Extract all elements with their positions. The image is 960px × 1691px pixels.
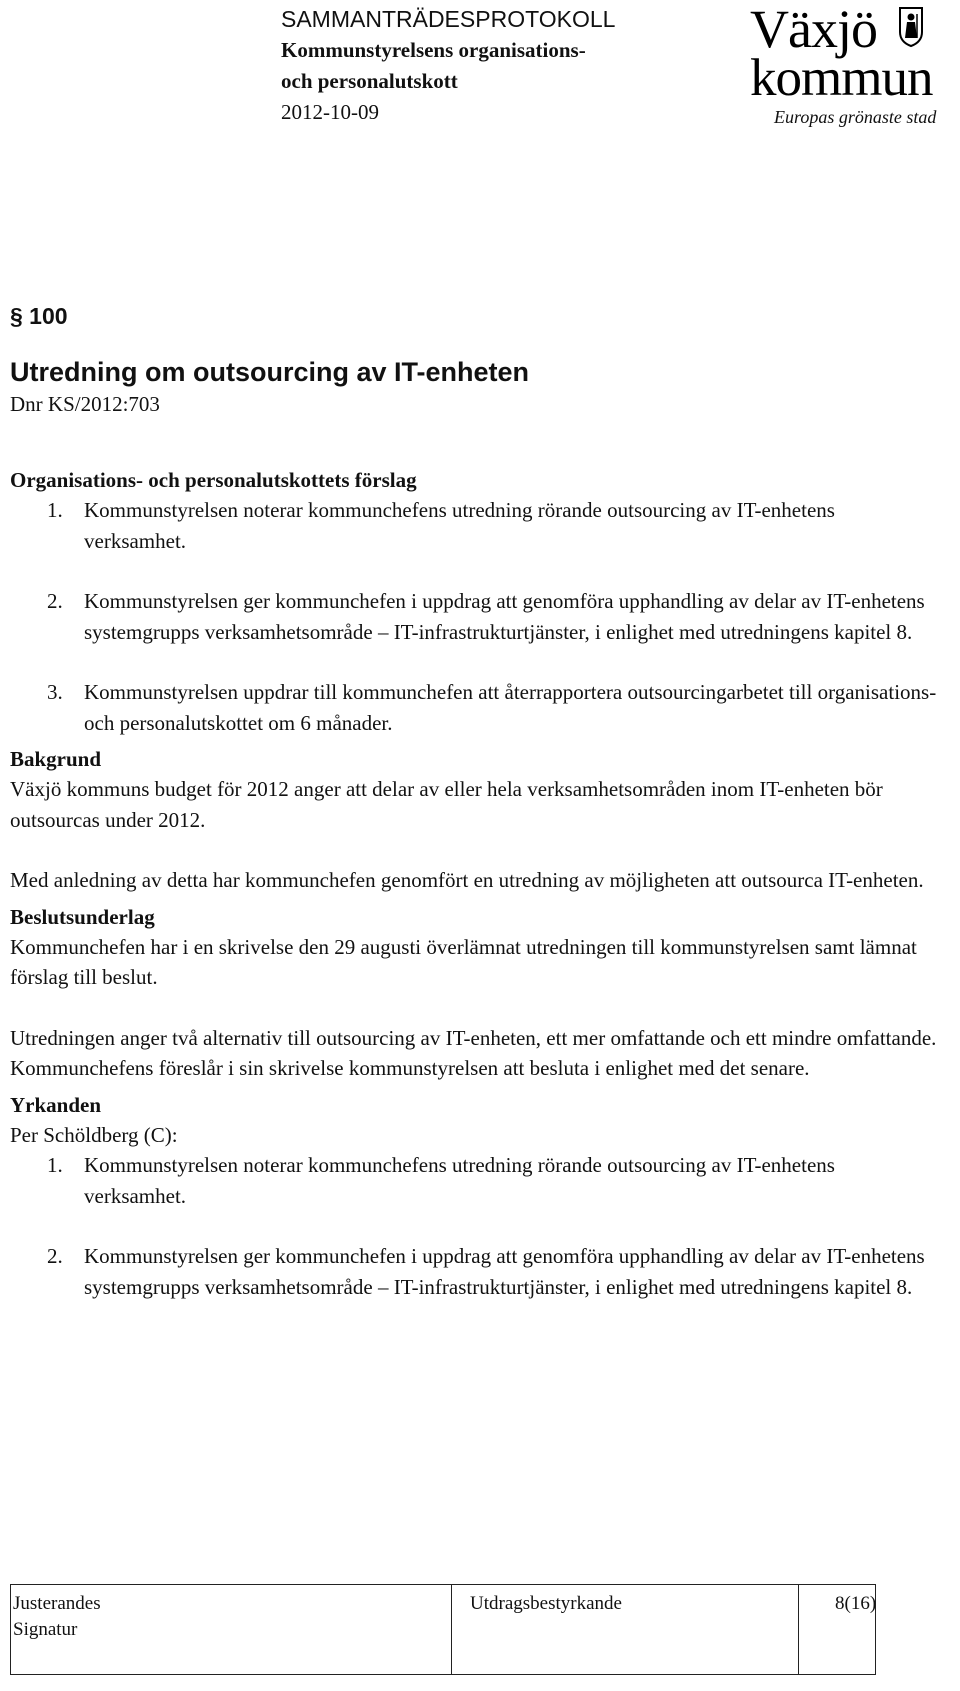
list-item-number: 2. [47,589,63,613]
decision-basis-paragraph: Kommunchefen har i en skrivelse den 29 augusti överlämnat utredningen till kommunstyrelsen samt lämnat förslag till beslut. [10,934,917,989]
proposal-heading: Organisations- och personalutskottets förslag [10,468,417,492]
motion-list [10,1150,940,1302]
list-item-number: 1. [47,1153,63,1177]
list-item-text: Kommunstyrelsen noterar kommunchefens utredning rörande outsourcing av IT-enhetens verksamhet. [84,498,835,553]
motion-speaker: Per Schöldberg (C): [10,1122,178,1147]
list-item-number: 2. [47,1244,63,1268]
extract-cell [452,1585,799,1674]
list-item-text: Kommunstyrelsen noterar kommunchefens utredning rörande outsourcing av IT-enhetens verksamhet. [84,1153,835,1208]
page-number-cell [799,1585,875,1674]
signature-label-line1: Justerandes [13,1593,101,1614]
list-item [10,495,940,556]
signature-label-line2: Signatur [13,1619,78,1640]
extract-certification-label: Utdragsbestyrkande [470,1593,622,1614]
vaxjo-kommun-logo [748,0,958,135]
paragraph-number: § 100 [10,303,68,329]
list-item [10,1241,940,1302]
committee-name-line2: och personalutskott [281,69,458,93]
list-item-text: Kommunstyrelsen uppdrar till kommunchefen att återrapportera outsourcingarbetet till organisations- och personalutskottet om 6 månader. [84,680,937,735]
registration-number: Dnr KS/2012:703 [10,392,160,416]
decision-basis-heading: Beslutsunderlag [10,904,155,929]
background-paragraph: Med anledning av detta har kommunchefen genomfört en utredning av möjligheten att outsourca IT-enheten. [10,868,924,892]
coat-of-arms-icon [898,6,924,48]
list-item [10,586,940,647]
proposal-list [10,495,940,738]
page-number: 8(16) [835,1593,877,1614]
meeting-date: 2012-10-09 [281,100,379,124]
motions-heading: Yrkanden [10,1092,102,1117]
list-item-number: 1. [47,498,63,522]
signature-cell [11,1585,452,1674]
document-header [281,4,615,128]
list-item [10,1150,940,1211]
document-type: SAMMANTRÄDESPROTOKOLL [281,6,616,32]
logo-word-kommun: kommun [750,49,933,107]
decision-basis-paragraph: Utredningen anger två alternativ till outsourcing av IT-enheten, ett mer omfattande och ett mindre omfattande. Kommunchefens föreslår i sin skrivelse kommunstyrelsen att besluta i enlighet med det senare. [10,1025,937,1080]
list-item-text: Kommunstyrelsen ger kommunchefen i uppdrag att genomföra upphandling av delar av IT-enhetens systemgrupps verksamhetsområde – IT-infrastrukturtjänster, i enlighet med utredningens kapitel 8. [84,589,925,644]
background-paragraph: Växjö kommuns budget för 2012 anger att delar av eller hela verksamhetsområden inom IT-enheten bör outsourcas under 2012. [10,777,883,832]
list-item-text: Kommunstyrelsen ger kommunchefen i uppdrag att genomföra upphandling av delar av IT-enhetens systemgrupps verksamhetsområde – IT-infrastrukturtjänster, i enlighet med utredningens kapitel 8. [84,1244,925,1299]
logo-word-vaxjo: Växjö [750,0,877,59]
list-item-number: 3. [47,680,63,704]
committee-name-line1: Kommunstyrelsens organisations- [281,38,586,62]
background-heading: Bakgrund [10,747,102,771]
signature-footer [10,1584,876,1675]
list-item [10,677,940,738]
protocol-body [10,300,940,1302]
item-title: Utredning om outsourcing av IT-enheten [10,357,530,387]
logo-tagline: Europas grönaste stad [774,107,937,127]
